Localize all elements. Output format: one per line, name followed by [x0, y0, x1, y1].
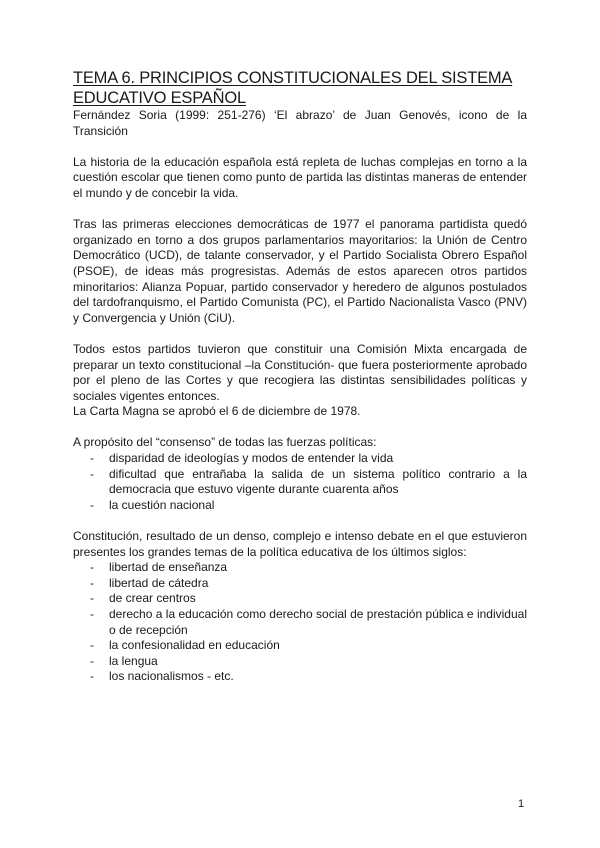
paragraph-constitucion-intro: Constitución, resultado de un denso, complejo e intenso debate en el que estuvieron presentes los grandes temas de la política educativa de los últimos siglos: — [73, 529, 527, 559]
document-title — [73, 68, 527, 108]
list-item: - los nacionalismos - etc. — [73, 669, 527, 685]
title-line-1: TEMA 6. PRINCIPIOS CONSTITUCIONALES DEL SISTEMA — [73, 69, 513, 87]
paragraph-consenso-intro: A propósito del “consenso” de todas las fuerzas políticas: — [73, 435, 377, 450]
list-item: - libertad de cátedra — [73, 576, 527, 592]
temas-list — [73, 560, 527, 685]
subtitle: Fernández Soria (1999: 251-276) ‘El abrazo’ de Juan Genovés, icono de la Transición — [73, 108, 527, 138]
list-item: - la cuestión nacional — [73, 498, 527, 514]
list-item: - disparidad de ideologías y modos de entender la vida — [73, 451, 527, 467]
paragraph-elections: Tras las primeras elecciones democráticas de 1977 el panorama partidista quedó organizado en torno a dos grupos parlamentarios mayoritarios: la Unión de Centro Democrático (UCD), de talante conservador, y el Partido Socialista Obrero Español (PSOE), de ideas más progresistas. Además de estos aparecen otros partidos minoritarios: Alianza Popuar, partido conservador y heredero de algunos postulados del tardofranquismo, el Partido Comunista (PC), el Partido Nacionalista Vasco (PNV) y Convergencia y Unión (CiU). — [73, 217, 527, 325]
list-item: - dificultad que entrañaba la salida de un sistema político contrario a la democracia que estuvo vigente durante cuarenta años — [73, 467, 527, 498]
paragraph-intro: La historia de la educación española está repleta de luchas complejas en torno a la cuestión escolar que tienen como punto de partida las distintas maneras de entender el mundo y de concebir la vida. — [73, 154, 527, 200]
document-page — [73, 68, 527, 685]
list-item: - la lengua — [73, 654, 527, 670]
paragraph-carta-magna: La Carta Magna se aprobó el 6 de diciembre de 1978. — [73, 404, 361, 419]
consenso-list — [73, 451, 527, 513]
list-item: - libertad de enseñanza — [73, 560, 527, 576]
list-item: - de crear centros — [73, 591, 527, 607]
page-number: 1 — [518, 798, 525, 810]
list-item: - la confesionalidad en educación — [73, 638, 527, 654]
list-item: - derecho a la educación como derecho social de prestación pública e individual o de recepción — [73, 607, 527, 638]
title-line-2: EDUCATIVO ESPAÑOL — [73, 89, 246, 107]
paragraph-commission: Todos estos partidos tuvieron que constituir una Comisión Mixta encargada de preparar un texto constitucional –la Constitución- que fuera posteriormente aprobado por el pleno de las Cortes y que recogiera las distintas sensibilidades políticas y sociales vigentes entonces. — [73, 341, 527, 403]
